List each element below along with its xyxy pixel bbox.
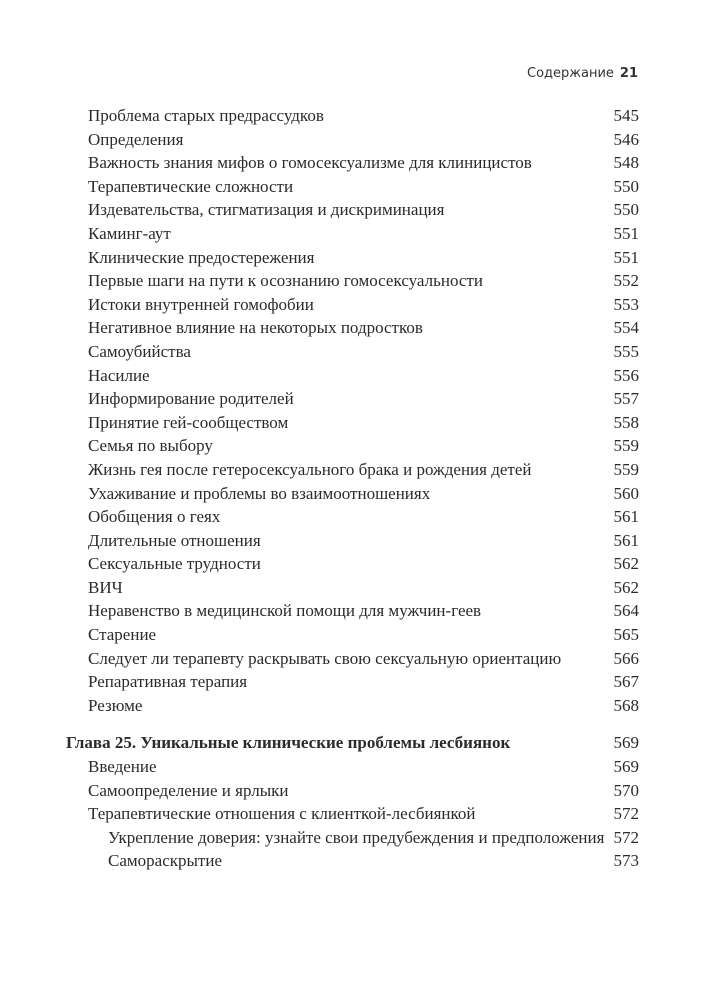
toc-entry [0,623,703,647]
toc-subentry-title: Самораскрытие [108,851,222,871]
toc-entry-page: 562 [613,577,639,597]
toc-subentry-page: 573 [613,851,639,871]
toc-entry-title: Сексуальные трудности [88,554,261,574]
toc-entry-page: 554 [613,318,639,338]
toc-entry [0,779,703,803]
toc-entry-title: Издевательства, стигматизация и дискриминация [88,200,445,220]
toc-entry-page: 562 [613,554,639,574]
toc-entry-page: 566 [613,648,639,668]
toc-entry [0,175,703,199]
toc-entry-title: ВИЧ [88,577,123,597]
toc-subentry-page: 572 [613,827,639,847]
toc-entry-page: 556 [613,365,639,385]
toc-entry-title: Принятие гей-сообществом [88,412,289,432]
toc-chapter-page: 569 [613,733,639,753]
toc-entry-title: Следует ли терапевту раскрывать свою сексуальную ориентацию [88,648,562,668]
running-header-section: Содержание [527,66,614,81]
toc-entry [0,387,703,411]
toc-entry-title: Каминг-аут [88,223,171,243]
toc-entry-title: Старение [88,625,157,645]
toc-entry [0,246,703,270]
toc-entry-page: 572 [613,804,639,824]
toc-entry-page: 550 [613,200,639,220]
toc-entry-title: Ухаживание и проблемы во взаимоотношениях [88,483,431,503]
toc-entry-page: 559 [613,459,639,479]
toc-entry-title: Истоки внутренней гомофобии [88,294,314,314]
toc-subentry [0,849,703,873]
toc-entry [0,694,703,718]
toc-entry [0,198,703,222]
toc-entry-page: 557 [613,389,639,409]
toc-entry [0,802,703,826]
toc-entry-page: 545 [613,106,639,125]
toc-entry-page: 558 [613,412,639,432]
running-header [527,66,638,81]
toc-entry [0,505,703,529]
toc-entry-title: Информирование родителей [88,389,294,409]
toc-chapter-heading [0,731,703,755]
toc-entry-page: 561 [613,530,639,550]
toc-entry-title: Определения [88,129,184,149]
toc-entry [0,599,703,623]
table-of-contents [0,104,703,873]
toc-entry [0,128,703,152]
toc-entry-title: Самоубийства [88,341,191,361]
toc-entry-title: Терапевтические сложности [88,176,294,196]
toc-entry [0,293,703,317]
toc-entry-title: Важность знания мифов о гомосексуализме для клиницистов [88,153,532,173]
toc-subentry [0,826,703,850]
toc-entry-title: Самоопределение и ярлыки [88,780,289,800]
toc-entry-title: Семья по выбору [88,436,213,456]
toc-entry-page: 568 [613,695,639,715]
toc-entry-page: 552 [613,271,639,291]
toc-entry [0,411,703,435]
toc-entry [0,434,703,458]
toc-entry [0,316,703,340]
toc-entry-page: 551 [613,247,639,267]
toc-entry-title: Насилие [88,365,150,385]
toc-entry-page: 570 [613,780,639,800]
toc-entry-page: 561 [613,507,639,527]
toc-chapter-title: Глава 25. Уникальные клинические проблемы лесбиянок [66,733,511,753]
toc-entry [0,269,703,293]
toc-entry-title: Введение [88,757,157,777]
toc-entry [0,552,703,576]
toc-entry-title: Клинические предостережения [88,247,315,267]
toc-entry [0,670,703,694]
toc-entry [0,529,703,553]
toc-entry [0,151,703,175]
toc-entry [0,482,703,506]
toc-entry-page: 551 [613,223,639,243]
toc-entry-title: Резюме [88,695,143,715]
toc-entry [0,364,703,388]
toc-entry-page: 550 [613,176,639,196]
toc-entry-title: Репаративная терапия [88,672,248,692]
toc-entry-page: 555 [613,341,639,361]
toc-entry-page: 567 [613,672,639,692]
toc-entry-page: 559 [613,436,639,456]
toc-entry [0,340,703,364]
toc-entry-page: 569 [613,757,639,777]
toc-entry-page: 565 [613,625,639,645]
toc-entry-page: 553 [613,294,639,314]
toc-entry-title: Жизнь гея после гетеросексуального брака и рождения детей [88,459,532,479]
toc-entry-title: Проблема старых предрассудков [88,106,324,125]
toc-entry-page: 546 [613,129,639,149]
toc-entry-page: 560 [613,483,639,503]
toc-entry [0,458,703,482]
toc-entry [0,222,703,246]
toc-entry-page: 564 [613,601,639,621]
toc-entry-title: Первые шаги на пути к осознанию гомосексуальности [88,271,483,291]
toc-entry-title: Обобщения о геях [88,507,221,527]
toc-entry [0,647,703,671]
toc-entry-page: 548 [613,153,639,173]
toc-subentry-title: Укрепление доверия: узнайте свои предубеждения и предположения [108,827,605,847]
toc-entry [0,755,703,779]
toc-entry-title: Терапевтические отношения с клиенткой-лесбиянкой [88,804,476,824]
toc-entry-title: Неравенство в медицинской помощи для мужчин-геев [88,601,482,621]
toc-entry-title: Негативное влияние на некоторых подростков [88,318,423,338]
toc-entry [0,104,703,128]
running-header-page-number: 21 [619,66,638,81]
toc-entry-title: Длительные отношения [88,530,261,550]
toc-entry [0,576,703,600]
